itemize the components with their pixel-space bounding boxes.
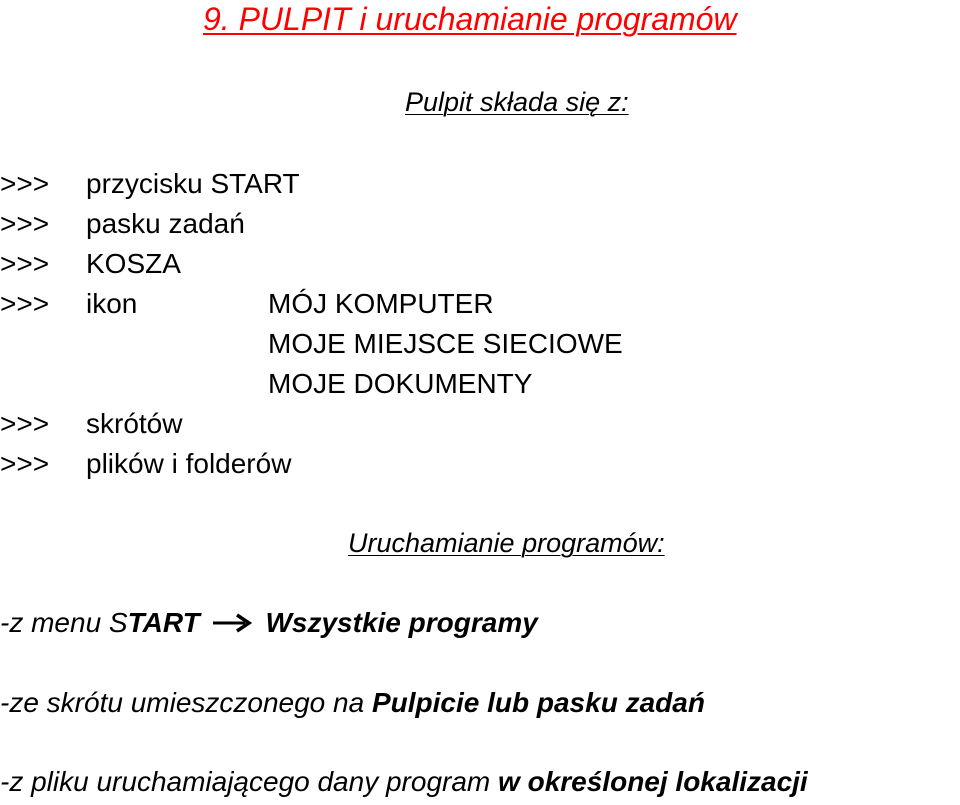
method-bold: Pulpicie lub pasku zadań — [371, 687, 705, 718]
list-item-label: pasku zadań — [86, 208, 245, 239]
icon-subitem: MOJE DOKUMENTY — [268, 368, 533, 399]
method-target: Wszystkie programy — [265, 607, 538, 638]
list-item — [0, 287, 137, 321]
list-marker: >>> — [0, 208, 50, 239]
page-title: 9. PULPIT i uruchamianie programów — [203, 1, 737, 37]
list-marker: >>> — [0, 448, 50, 479]
list-item — [0, 407, 182, 441]
list-item — [0, 167, 300, 201]
method-bold: w określonej lokalizacji — [498, 766, 808, 797]
list-marker: >>> — [0, 168, 50, 199]
method-prefix: -z pliku uruchamiającego dany program — [0, 766, 499, 797]
method-start-menu — [0, 606, 538, 640]
list-item — [0, 447, 291, 481]
desktop-components-heading: Pulpit składa się z: — [405, 87, 629, 117]
list-marker: >>> — [0, 248, 50, 279]
list-marker: >>> — [0, 288, 50, 319]
icon-subitem: MOJE MIEJSCE SIECIOWE — [268, 328, 623, 359]
icon-subitem: MÓJ KOMPUTER — [268, 288, 494, 319]
list-item-label: plików i folderów — [86, 448, 292, 479]
list-marker: >>> — [0, 408, 50, 439]
right-arrow-icon — [211, 613, 255, 633]
running-programs-heading: Uruchamianie programów: — [348, 528, 665, 558]
list-item — [0, 247, 181, 281]
list-item-label: ikon — [86, 288, 138, 319]
list-item-label: przycisku START — [86, 168, 300, 199]
method-prefix: -ze skrótu umieszczonego na — [0, 687, 372, 718]
method-launcher-file — [0, 765, 808, 799]
method-prefix: -z menu S — [0, 607, 128, 638]
list-item — [0, 207, 245, 241]
list-item-label: KOSZA — [86, 248, 181, 279]
list-item-label: skrótów — [86, 408, 183, 439]
method-bold: TART — [127, 607, 200, 638]
method-shortcut — [0, 686, 705, 720]
